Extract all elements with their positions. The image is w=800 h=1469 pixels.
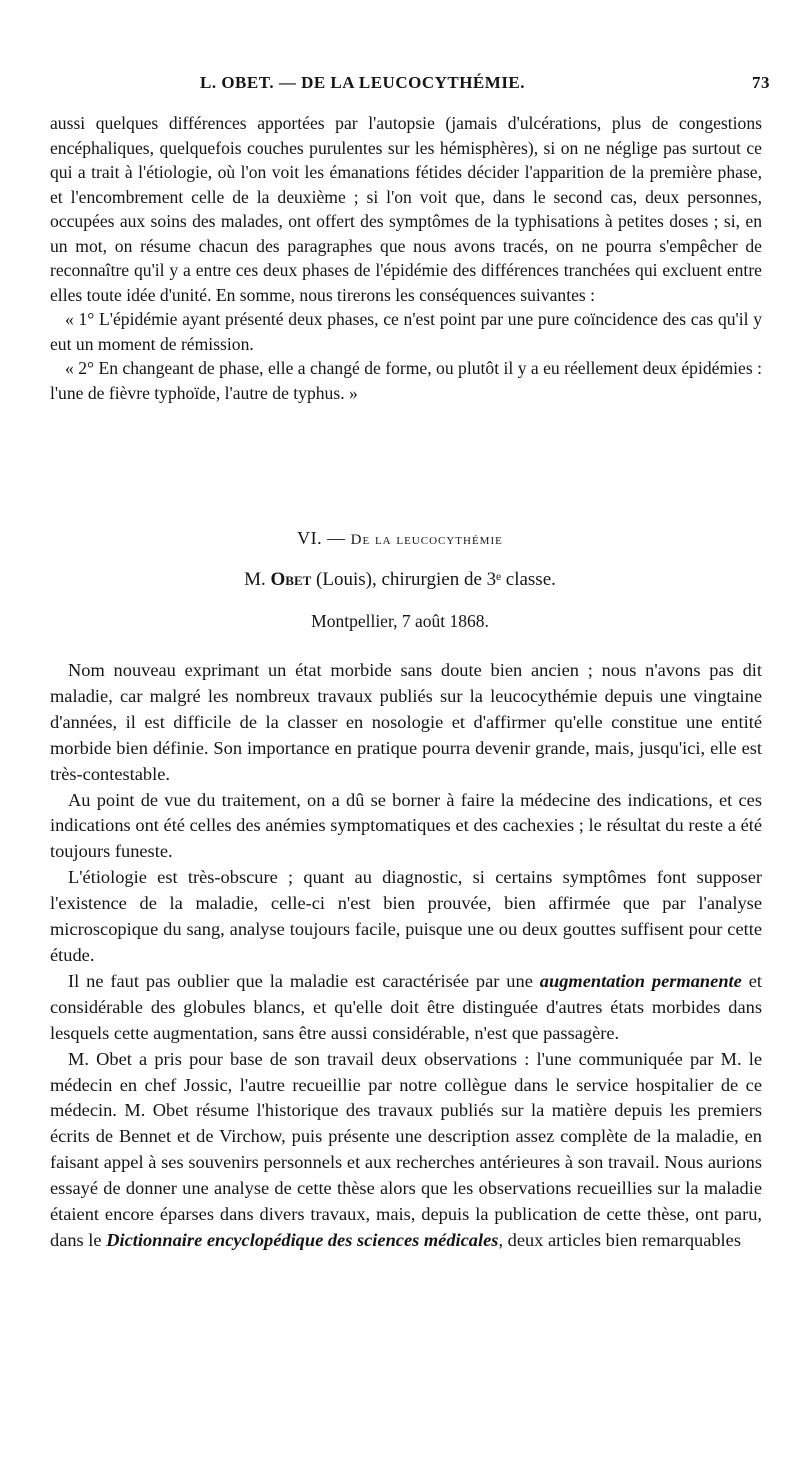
p5-emphasis: Dictionnaire encyclopédique des sciences médicales [106, 1229, 499, 1250]
article-body [50, 658, 762, 1254]
section-number: VI. — [297, 528, 351, 548]
body-paragraph-4 [50, 969, 762, 1047]
p5-text-a: M. Obet a pris pour base de son travail deux observations : l'une communiquée par M. le médecin en chef Jossic, l'autre recueillie par notre collègue dans le service hospitalier de ce médecin. M. Obet résume l'historique des travaux publiés sur la matière depuis les premiers écrits de Bennet et de Virchow, puis présente une description assez complète de la maladie, en faisant appel à ses souvenirs personnels et aux recherches antérieures à son travail. Nous aurions essayé de donner une analyse de cette thèse alors que les observations recueillies sur la maladie étaient encore éparses dans divers travaux, mais, depuis la publication de cette thèse, ont paru, dans le [50, 1048, 762, 1250]
continued-text: aussi quelques différences apportées par l'autopsie (jamais d'ulcérations, plus de congestions encéphaliques, quelquefois couches purulentes sur les hémisphères), si on ne néglige pas surtout ce qui a trait à l'étiologie, où l'on voit les émanations fétides décider l'apparition de la première phase, et l'encombrement celle de la deuxième ; si l'on voit que, dans le second cas, deux personnes, occupées aux soins des malades, ont offert des symptômes de la typhisations à petites doses ; si, en un mot, on résume chacun des paragraphes que nous avons tracés, on ne pourra s'empêcher de reconnaître qu'il y a entre ces deux phases de l'épidémie des différences tranchées qui excluent entre elles toute idée d'unité. En somme, nous tirerons les conséquences suivantes : [50, 113, 762, 305]
running-header [50, 73, 770, 101]
body-paragraph-2: Au point de vue du traitement, on a dû se borner à faire la médecine des indications, et ces indications ont été celles des anémies symptomatiques et des cachexies ; le résultat du reste a été toujours funeste. [50, 789, 762, 862]
p4-text-a: Il ne faut pas oublier que la maladie est caractérisée par une [68, 970, 540, 991]
body-paragraph-5 [50, 1047, 762, 1254]
p5-text-b: , deux articles bien remarquables [498, 1229, 741, 1250]
section-title: De la leucocythémie [350, 532, 503, 548]
running-title: L. OBET. — DE LA LEUCOCYTHÉMIE. [200, 73, 526, 92]
author-name: Obet [270, 569, 312, 590]
body-paragraph-3: L'étiologie est très-obscure ; quant au diagnostic, si certains symptômes font supposer l'existence de la maladie, celle-ci n'est bien prouvée, bien affirmée que par l'analyse microscopique du sang, analyse toujours facile, puisque une ou deux gouttes suffisent pour cette étude. [50, 867, 762, 965]
p4-text-b: et considérable des globules blancs, et qu'elle doit être distinguée d'autres états morbides dans lesquels cette augmentation, sans être aussi considérable, n'est que passagère. [50, 970, 762, 1043]
author-prefix: M. [244, 569, 271, 590]
conclusion-point-1: « 1° L'épidémie ayant présenté deux phases, ce n'est point par une pure coïncidence des cas qu'il y eut un moment de rémission. [50, 309, 762, 354]
section-date: Montpellier, 7 août 1868. [311, 611, 489, 631]
p4-emphasis: augmentation permanente [539, 970, 742, 991]
conclusion-point-2: « 2° En changeant de phase, elle a changé de forme, ou plutôt il y a eu réellement deux épidémies : l'une de fièvre typhoïde, l'autre de typhus. » [50, 358, 762, 403]
continued-paragraph [50, 111, 762, 405]
author-details: (Louis), chirurgien de 3ᵉ classe. [311, 569, 556, 590]
section-heading [0, 528, 800, 549]
section-author [0, 569, 800, 591]
body-paragraph-1: Nom nouveau exprimant un état morbide sans doute bien ancien ; nous n'avons pas dit maladie, car malgré les nombreux travaux publiés sur la leucocythémie depuis une vingtaine d'années, il est difficile de la classer en nosologie et d'affirmer qu'elle constitue une entité morbide bien définie. Son importance en pratique pourra devenir grande, mais, jusqu'ici, elle est très-contestable. [50, 660, 762, 784]
page-number: 73 [752, 73, 770, 92]
